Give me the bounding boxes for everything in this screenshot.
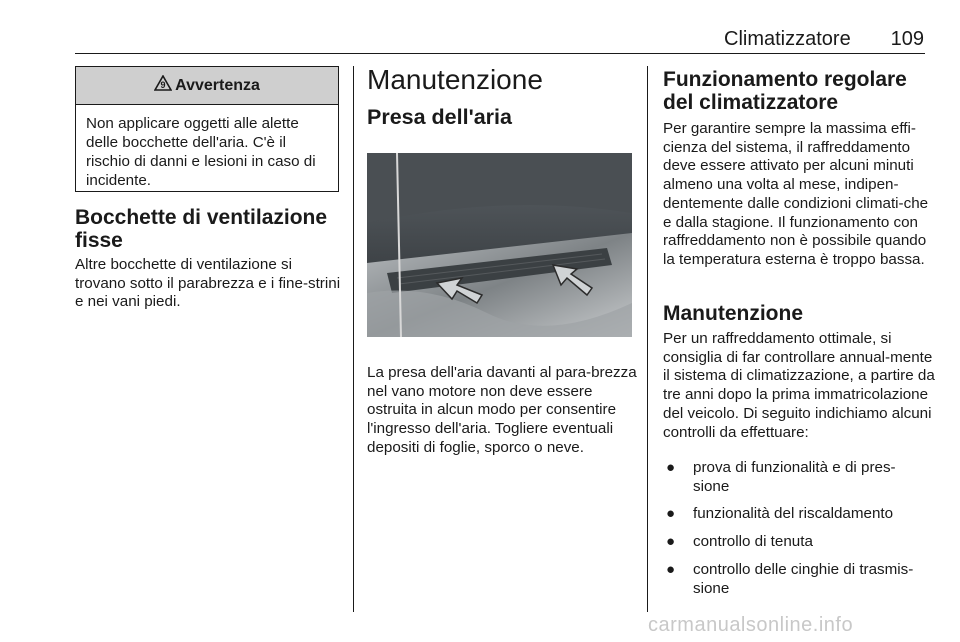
list-item-text: controllo delle cinghie di trasmis-sione	[693, 560, 914, 597]
warning-header	[76, 67, 338, 105]
list-item-text: controllo di tenuta	[693, 533, 813, 551]
checklist	[663, 459, 928, 607]
list-item	[663, 533, 928, 552]
bullet-icon: ●	[666, 560, 676, 578]
page-header-title: Climatizzatore	[724, 28, 851, 50]
left-body-text: Altre bocchette di ventilazione si trovano sotto il parabrezza e i fine-strini e nei vani piedi.	[75, 256, 341, 311]
right-body-text-2: Per un raffreddamento ottimale, si consiglia di far controllare annual-mente il sistema di climatizzazione, a partire da tre anni dopo la prima immatricolazione del veicolo. Di seguito indichiamo alcuni controlli da effettuare:	[663, 330, 935, 441]
list-item	[663, 459, 928, 496]
warning-text: Non applicare oggetti alle alette delle bocchette dell'aria. C'è il rischio di danni e lesioni in caso di incidente.	[86, 115, 316, 189]
right-heading-2: Manutenzione	[663, 302, 803, 325]
section-title: Manutenzione	[367, 64, 543, 95]
warning-box	[75, 66, 339, 192]
right-heading: Funzionamento regolare del climatizzatore	[663, 68, 907, 114]
list-item	[663, 505, 928, 524]
warning-title: Avvertenza	[175, 76, 260, 94]
right-body-text-1: Per garantire sempre la massima effi-cienza del sistema, il raffreddamento deve essere attivato per alcuni minuti almeno una volta al mese, indipen-dentemente dalle condizioni climati-che e dalla stagione. Il funzionamento con raffreddamento non è possibile quando la temperatura esterna è troppo bassa.	[663, 120, 929, 268]
section-subtitle: Presa dell'aria	[367, 105, 512, 129]
header-rule	[75, 53, 925, 54]
column-divider-left	[353, 66, 354, 612]
watermark: carmanualsonline.info	[648, 614, 854, 636]
list-item	[663, 561, 928, 598]
left-heading: Bocchette di ventilazione fisse	[75, 206, 328, 252]
column-divider-right	[647, 66, 648, 612]
list-item-text: funzionalità del riscaldamento	[693, 505, 894, 523]
bullet-icon: ●	[666, 533, 676, 551]
warning-number: 9	[160, 80, 166, 91]
middle-body-text: La presa dell'aria davanti al para-brezza nel vano motore non deve essere ostruita in alcun modo per consentire l'ingresso dell'aria. Togliere eventuali depositi di foglie, sporco o neve.	[367, 364, 637, 456]
air-intake-photo	[367, 153, 632, 337]
warning-triangle-icon	[154, 75, 172, 96]
list-item-text: prova di funzionalità e di pres-sione	[693, 459, 896, 495]
page-number: 109	[890, 28, 924, 50]
bullet-icon: ●	[666, 505, 676, 523]
bullet-icon: ●	[666, 459, 676, 476]
